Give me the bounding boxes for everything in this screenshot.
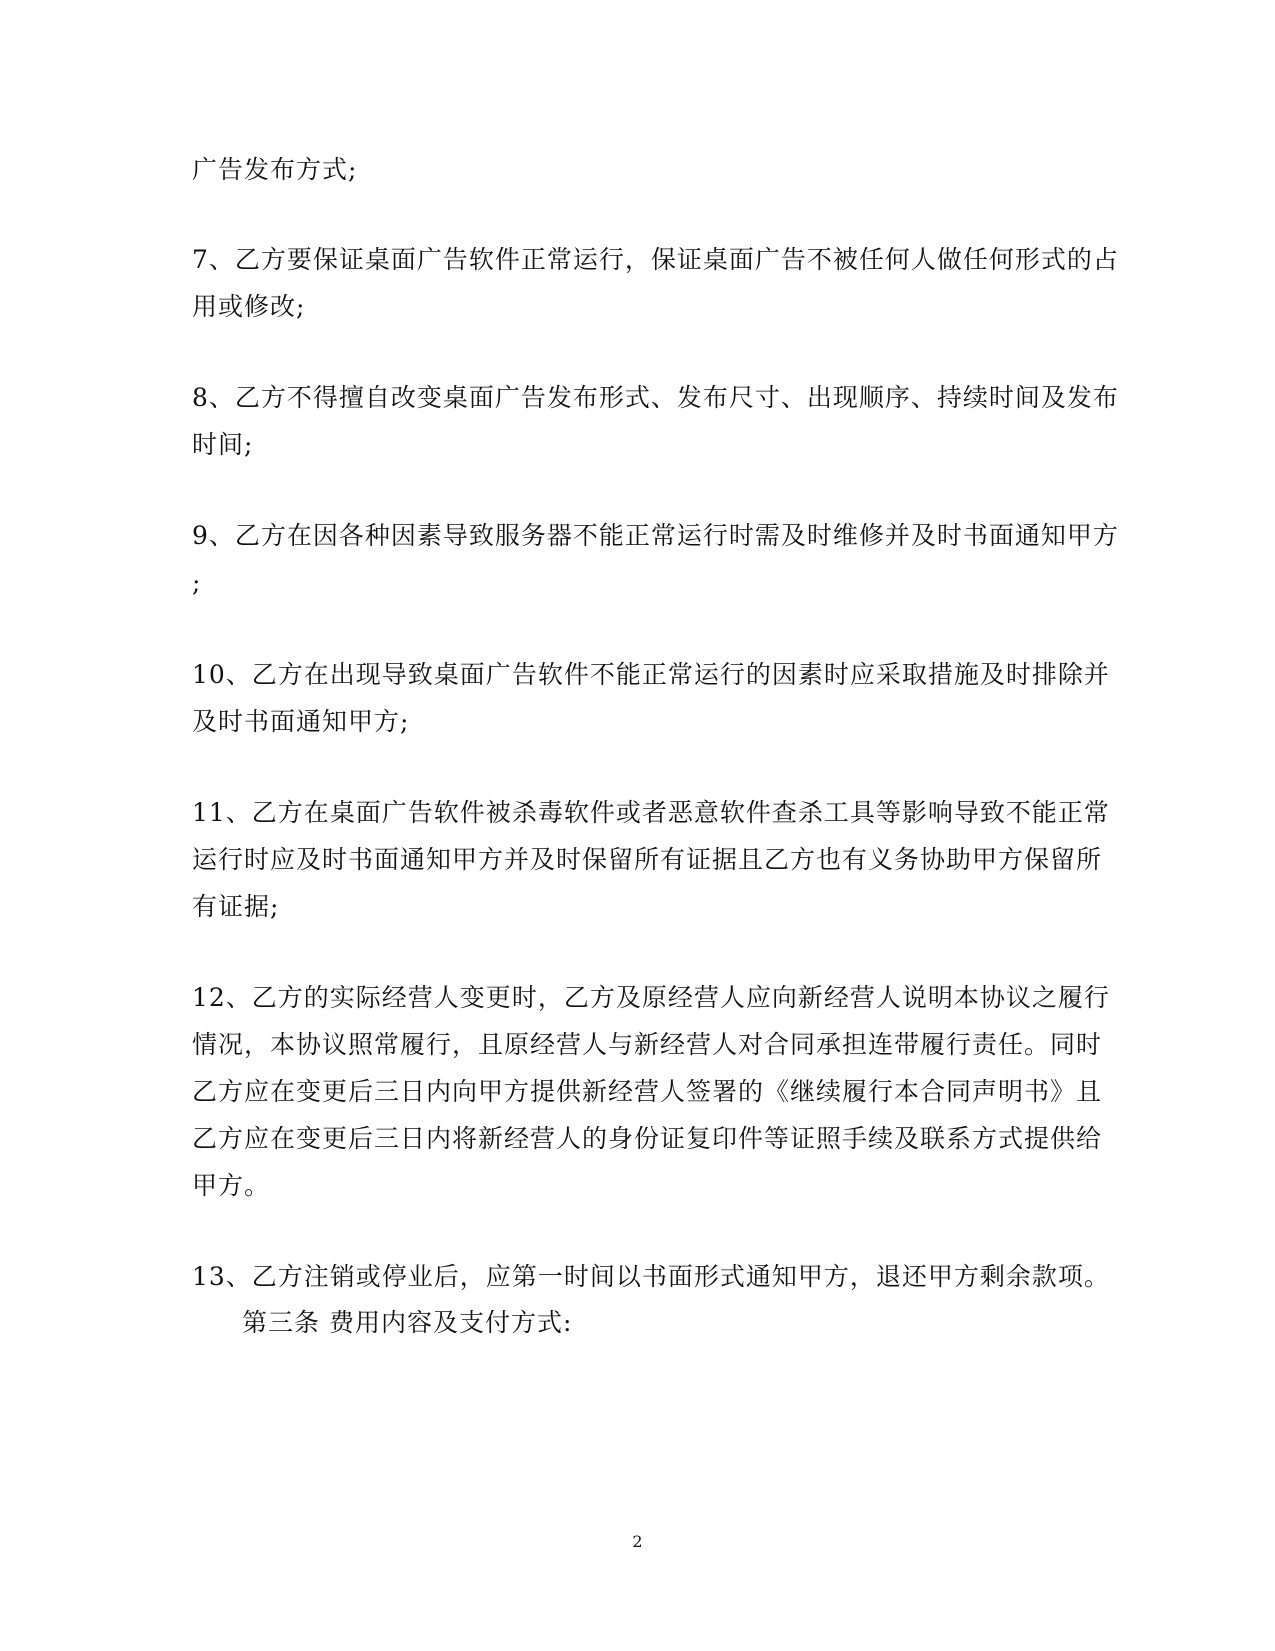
clause-12-line-3: 乙方应在变更后三日内向甲方提供新经营人签署的《继续履行本合同声明书》且 [192, 1077, 1103, 1106]
clause-7-line-2: 用或修改; [192, 292, 306, 321]
clause-11-line-1: 11、乙方在桌面广告软件被杀毒软件或者恶意软件查杀工具等影响导致不能正常 [192, 798, 1110, 827]
clause-10-line-2: 及时书面通知甲方; [192, 707, 410, 736]
clause-10-line-1: 10、乙方在出现导致桌面广告软件不能正常运行的因素时应采取措施及时排除并 [192, 660, 1110, 689]
clause-11-line-2: 运行时应及时书面通知甲方并及时保留所有证据且乙方也有义务协助甲方保留所 [192, 845, 1103, 874]
page-number: 2 [632, 1532, 643, 1551]
clause-9-line-1: 9、乙方在因各种因素导致服务器不能正常运行时需及时维修并及时书面通知甲方 [192, 521, 1119, 550]
clause-8-line-2: 时间; [192, 430, 254, 459]
section-heading: 第三条 费用内容及支付方式: [242, 1308, 573, 1337]
clause-9-line-2: ; [192, 568, 202, 597]
clause-12-line-1: 12、乙方的实际经营人变更时，乙方及原经营人应向新经营人说明本协议之履行 [192, 983, 1110, 1012]
clause-11-line-3: 有证据; [192, 892, 280, 921]
clause-12-line-4: 乙方应在变更后三日内将新经营人的身份证复印件等证照手续及联系方式提供给 [192, 1124, 1103, 1153]
clause-8-line-1: 8、乙方不得擅自改变桌面广告发布形式、发布尺寸、出现顺序、持续时间及发布 [192, 383, 1119, 412]
clause-12-line-2: 情况，本协议照常履行，且原经营人与新经营人对合同承担连带履行责任。同时 [192, 1030, 1103, 1059]
clause-7-line-1: 7、乙方要保证桌面广告软件正常运行，保证桌面广告不被任何人做任何形式的占 [192, 245, 1119, 274]
clause-12-line-5: 甲方。 [192, 1171, 271, 1200]
text-line: 广告发布方式; [192, 155, 358, 184]
clause-13-line-1: 13、乙方注销或停业后，应第一时间以书面形式通知甲方，退还甲方剩余款项。 [192, 1262, 1110, 1291]
